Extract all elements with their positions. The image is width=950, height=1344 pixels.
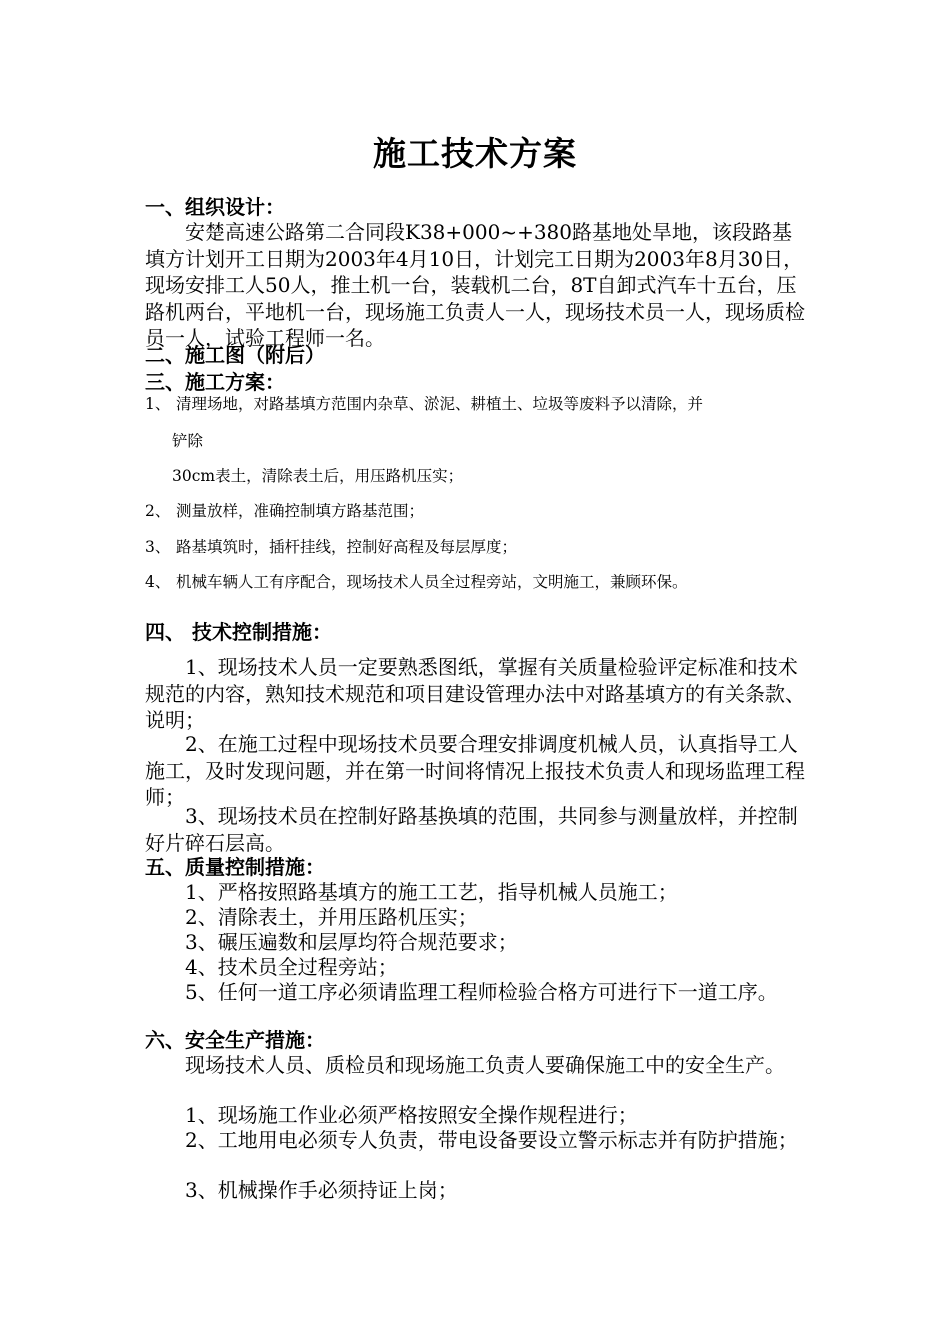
s5-item-1 <box>145 879 807 906</box>
s3-item-1-number: 1、 <box>145 395 171 413</box>
s3-item-3-text: 路基填筑时，插杆挂线，控制好高程及每层厚度； <box>176 538 518 556</box>
s6-item-3 <box>145 1177 807 1204</box>
s6-item-2-text: 2、工地用电必须专人负责，带电设备要设立警示标志并有防护措施； <box>185 1128 798 1152</box>
s6-item-2 <box>145 1127 807 1154</box>
s4-paragraph-1-text: 1、现场技术人员一定要熟悉图纸，掌握有关质量检验评定标准和技术规范的内容，熟知技术规范和项目建设管理办法中对路基填方的有关条款、说明； <box>145 655 805 732</box>
s5-item-4 <box>145 954 807 981</box>
section-5-heading: 五、质量控制措施： <box>145 855 325 879</box>
page-title: 施工技术方案 <box>373 134 577 173</box>
s6-paragraph-1 <box>145 1052 807 1079</box>
s4-paragraph-3 <box>145 803 807 856</box>
s5-item-5-text: 5、任何一道工序必须请监理工程师检验合格方可进行下一道工序。 <box>185 980 778 1004</box>
section-4-heading: 四、 技术控制措施： <box>145 620 332 644</box>
section-1-paragraph <box>145 219 807 352</box>
section-2-heading: 二、施工图（附后） <box>145 343 325 367</box>
section-6-heading: 六、安全生产措施： <box>145 1028 325 1052</box>
section-1-heading: 一、组织设计： <box>145 195 285 219</box>
s5-item-5 <box>145 979 807 1006</box>
s3-item-1-line3: 30cm表土，清除表土后，用压路机压实； <box>172 467 464 485</box>
s6-item-1-text: 1、现场施工作业必须严格按照安全操作规程进行； <box>185 1103 638 1127</box>
s3-item-4-number: 4、 <box>145 573 171 591</box>
s3-item-2-text: 测量放样，准确控制填方路基范围； <box>176 502 425 520</box>
s5-item-4-text: 4、技术员全过程旁站； <box>185 955 398 979</box>
s5-item-2-text: 2、清除表土，并用压路机压实； <box>185 905 478 929</box>
s3-item-4-text: 机械车辆人工有序配合，现场技术人员全过程旁站，文明施工，兼顾环保。 <box>176 573 688 591</box>
s4-paragraph-2 <box>145 731 807 811</box>
s6-item-3-text: 3、机械操作手必须持证上岗； <box>185 1178 458 1202</box>
s3-item-1-line1: 清理场地，对路基填方范围内杂草、淤泥、耕植土、垃圾等废料予以清除，并 <box>176 395 704 413</box>
s6-paragraph-1-text: 现场技术人员、质检员和现场施工负责人要确保施工中的安全生产。 <box>185 1053 785 1077</box>
s5-item-3-text: 3、碾压遍数和层厚均符合规范要求； <box>185 930 518 954</box>
s5-item-3 <box>145 929 807 956</box>
s4-paragraph-2-text: 2、在施工过程中现场技术员要合理安排调度机械人员，认真指导工人施工，及时发现问题，并在第一时间将情况上报技术负责人和现场监理工程师； <box>145 732 805 809</box>
s3-item-2-number: 2、 <box>145 502 171 520</box>
s4-paragraph-3-text: 3、现场技术员在控制好路基换填的范围，共同参与测量放样，并控制好片碎石层高。 <box>145 804 798 855</box>
s6-item-1 <box>145 1102 807 1129</box>
section-3-heading: 三、施工方案： <box>145 370 285 394</box>
s3-item-3-number: 3、 <box>145 538 171 556</box>
s4-paragraph-1 <box>145 654 807 734</box>
s3-item-1-line2: 铲除 <box>172 432 204 450</box>
s5-item-2 <box>145 904 807 931</box>
section-1-text: 安楚高速公路第二合同段K38+000~+380路基地处旱地，该段路基填方计划开工日期为2003年4月10日，计划完工日期为2003年8月30日，现场安排工人50人，推土机一台，装载机二台，8T自卸式汽车十五台，压路机两台，平地机一台，现场施工负责人一人，现场技术员一人，现场质检员一人，试验工程师一名。 <box>145 220 805 350</box>
s5-item-1-text: 1、严格按照路基填方的施工工艺，指导机械人员施工； <box>185 880 678 904</box>
